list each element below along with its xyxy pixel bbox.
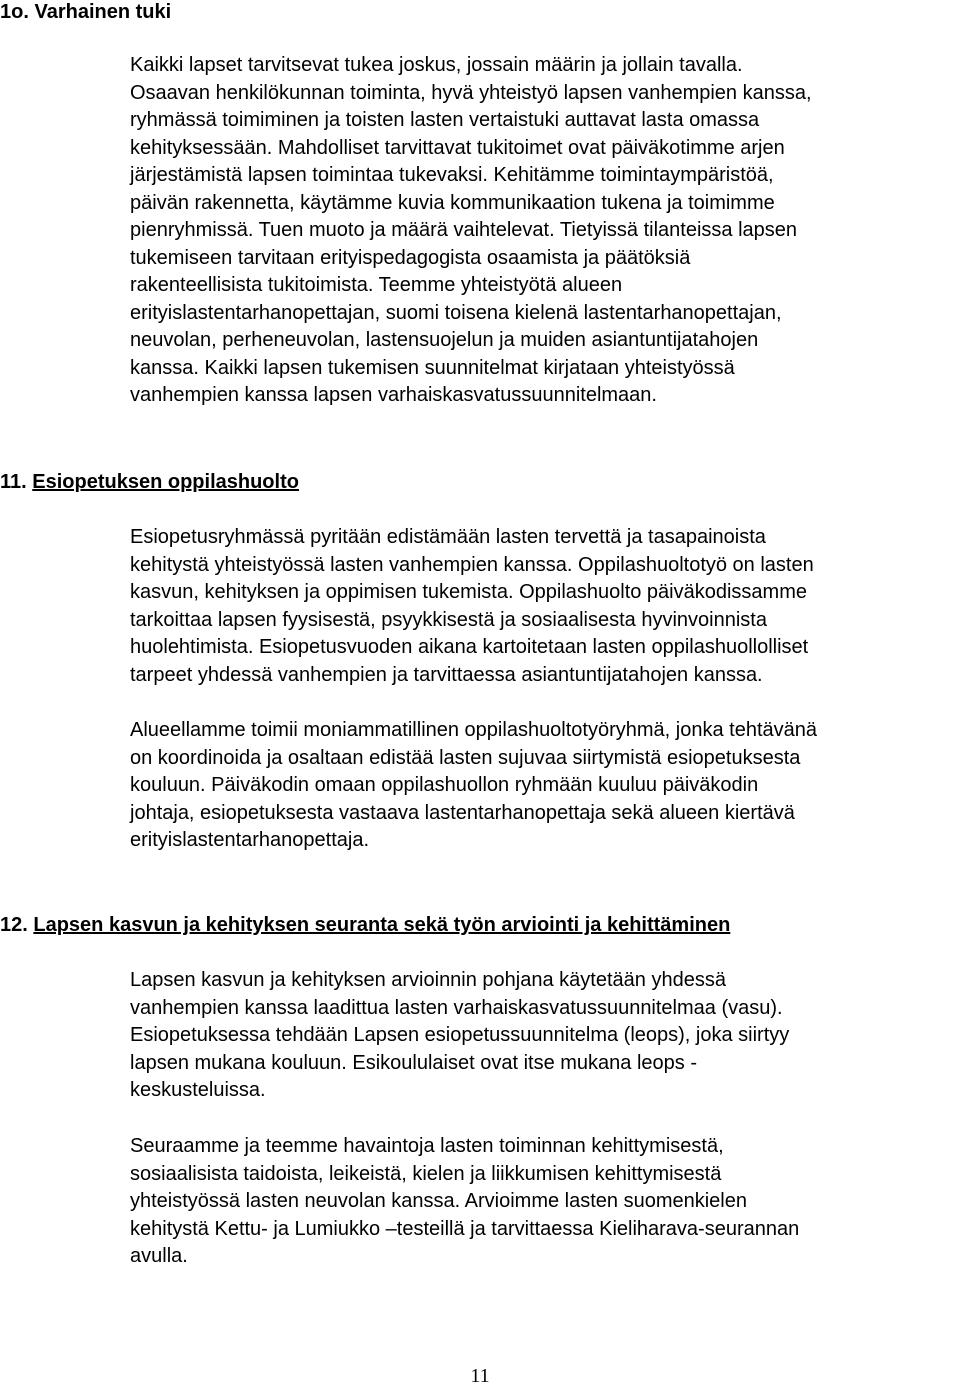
text-line: Seuraamme ja teemme havaintoja lasten toiminnan kehittymisestä, <box>130 1135 724 1157</box>
text-line: neuvolan, perheneuvolan, lastensuojelun ja muiden asiantuntijatahojen <box>130 329 759 351</box>
text-line: Osaavan henkilökunnan toiminta, hyvä yhteistyö lapsen vanhempien kanssa, <box>130 81 812 104</box>
paragraph <box>130 717 950 855</box>
section-number: 11. <box>0 471 27 493</box>
text-line: avulla. <box>130 1245 188 1267</box>
section-title: Varhainen tuki <box>34 1 172 23</box>
section-heading <box>0 0 171 24</box>
text-line: keskusteluissa. <box>130 1079 266 1101</box>
text-line: sosiaalisista taidoista, leikeistä, kielen ja liikkumisen kehittymisestä <box>130 1162 722 1185</box>
text-line: tukemiseen tarvitaan erityispedagogista osaamista ja päätöksiä <box>130 246 691 269</box>
text-line: lapsen mukana kouluun. Esikoululaiset ovat itse mukana leops - <box>130 1051 697 1074</box>
text-line: päivän rakennetta, käytämme kuvia kommunikaation tukena ja toimimme <box>130 191 775 214</box>
text-line: järjestämistä lapsen toimintaa tukevaksi. Kehitämme toimintaympäristöä, <box>130 164 774 186</box>
paragraph <box>130 1133 950 1271</box>
text-line: Alueellamme toimii moniammatillinen oppilashuoltotyöryhmä, jonka tehtävänä <box>130 719 818 741</box>
text-line: on koordinoida ja osaltaan edistää lasten sujuvaa siirtymistä esiopetuksesta <box>130 746 801 769</box>
text-line: huolehtimista. Esiopetusvuoden aikana kartoitetaan lasten oppilashuollolliset <box>130 636 809 658</box>
section-number: 1o. <box>0 1 29 23</box>
page-number: 11 <box>470 1365 490 1387</box>
text-line: kehitystä yhteistyössä lasten vanhempien kanssa. Oppilashuoltotyö on lasten <box>130 553 814 576</box>
text-line: Esiopetusryhmässä pyritään edistämään lasten tervettä ja tasapainoista <box>130 526 766 548</box>
text-line: kasvun, kehityksen ja oppimisen tukemista. Oppilashuolto päiväkodissamme <box>130 581 808 603</box>
section-title: Lapsen kasvun ja kehityksen seuranta sekä työn arviointi ja kehittäminen <box>33 914 731 936</box>
section-heading <box>0 913 730 937</box>
text-line: Lapsen kasvun ja kehityksen arvioinnin pohjana käytetään yhdessä <box>130 969 726 991</box>
paragraph <box>130 52 950 410</box>
text-line: ryhmässä toimiminen ja toisten lasten vertaistuki auttavat lasta omassa <box>130 109 760 131</box>
text-line: tarpeet yhdessä vanhempien ja tarvittaessa asiantuntijatahojen kanssa. <box>130 663 763 686</box>
paragraph <box>130 967 950 1105</box>
section-heading <box>0 470 299 494</box>
text-line: yhteistyössä lasten neuvolan kanssa. Arvioimme lasten suomenkielen <box>130 1190 747 1212</box>
text-line: tarkoittaa lapsen fyysisestä, psyykkisestä ja sosiaalisesta hyvinvoinnista <box>130 608 767 631</box>
text-line: erityislastentarhanopettaja. <box>130 829 370 851</box>
text-line: erityislastentarhanopettajan, suomi toisena kielenä lastentarhanopettajan, <box>130 301 782 324</box>
text-line: rakenteellisista tukitoimista. Teemme yhteistyötä alueen <box>130 274 623 296</box>
text-line: Kaikki lapset tarvitsevat tukea joskus, jossain määrin ja jollain tavalla. <box>130 54 743 76</box>
text-line: vanhempien kanssa laadittua lasten varhaiskasvatussuunnitelmaa (vasu). <box>130 996 783 1019</box>
text-line: kehityksessään. Mahdolliset tarvittavat tukitoimet ovat päiväkotimme arjen <box>130 136 785 159</box>
text-line: kanssa. Kaikki lapsen tukemisen suunnitelmat kirjataan yhteistyössä <box>130 356 735 379</box>
paragraph <box>130 524 950 689</box>
text-line: vanhempien kanssa lapsen varhaiskasvatussuunnitelmaan. <box>130 384 657 406</box>
text-line: kouluun. Päiväkodin omaan oppilashuollon ryhmään kuuluu päiväkodin <box>130 774 759 796</box>
text-line: kehitystä Kettu- ja Lumiukko –testeillä ja tarvittaessa Kieliharava-seurannan <box>130 1217 800 1240</box>
section-number: 12. <box>0 914 28 936</box>
text-line: johtaja, esiopetuksesta vastaava lastentarhanopettaja sekä alueen kiertävä <box>130 801 795 824</box>
text-line: Esiopetuksessa tehdään Lapsen esiopetussuunnitelma (leops), joka siirtyy <box>130 1024 790 1046</box>
text-line: pienryhmissä. Tuen muoto ja määrä vaihtelevat. Tietyissä tilanteissa lapsen <box>130 219 798 241</box>
section-title: Esiopetuksen oppilashuolto <box>32 471 299 493</box>
